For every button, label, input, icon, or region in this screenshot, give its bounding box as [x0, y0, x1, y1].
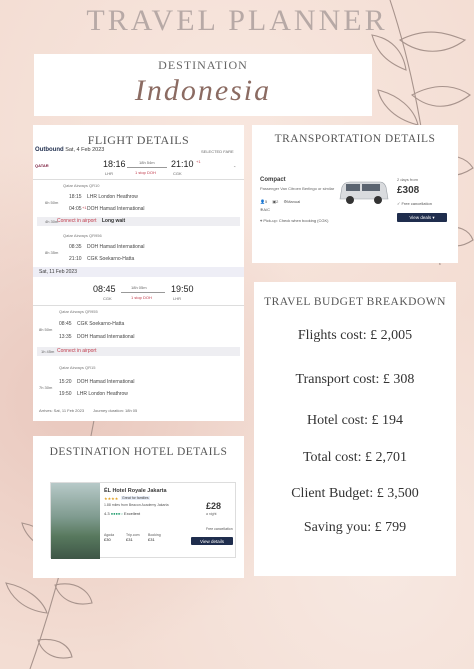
leg2-dep-time: 08:35: [69, 244, 82, 250]
hotel-badge: Great for families: [122, 496, 149, 500]
leg2-airline: Qatar Airways QR956: [63, 233, 102, 238]
flight-details-card: [33, 125, 244, 421]
car-desc: Passenger Van Citroen Berlingo or similar: [260, 186, 335, 191]
hotel-rating: [104, 511, 140, 516]
collapse-chevron-icon[interactable]: ⌃: [233, 165, 237, 170]
total-cost: Total cost: £ 2,701: [302, 450, 407, 465]
leg4-arr-place: LHR London Heathrow: [77, 391, 128, 397]
flight-section-title: FLIGHT DETAILS: [87, 133, 190, 147]
budget-card: [254, 282, 456, 576]
divider: [33, 179, 244, 180]
snowflake-icon: ❄: [260, 207, 264, 212]
location-pin-icon: ⌖: [260, 218, 264, 223]
arrives-text: Arrives: Sat, 11 Feb 2023: [39, 408, 85, 413]
transport-card: [252, 125, 458, 263]
ret-route-line: [121, 292, 165, 293]
view-details-button[interactable]: View details: [191, 537, 233, 545]
hotel-per-night: a night: [206, 512, 217, 516]
ret-from: CGK: [103, 296, 112, 301]
leg4-dur: 7h 30m: [39, 385, 53, 390]
partner1-name: Agoda: [104, 533, 115, 537]
free-cancel-text: Free cancellation: [401, 201, 432, 206]
out-stops: 1 stop DOH: [135, 170, 156, 175]
leg2-dur: 8h 35m: [45, 250, 59, 255]
bag-icon: ▣: [272, 199, 277, 204]
page-title: TRAVEL PLANNER: [86, 4, 388, 37]
leg1-dur: 6h 50m: [45, 200, 59, 205]
partner2-name: Trip.com: [126, 533, 140, 537]
saving-amount: Saving you: £ 799: [303, 520, 407, 535]
hotel-name: ÉL Hotel Royale Jakarta: [104, 488, 167, 494]
out-arr-time: 21:10: [171, 159, 194, 169]
car-price: £308: [397, 185, 420, 196]
conn2-text: Connect in airport: [57, 348, 97, 354]
hotel-section-title: DESTINATION HOTEL DETAILS: [49, 446, 228, 458]
out-from: LHR: [105, 171, 114, 176]
client-budget: Client Budget: £ 3,500: [291, 486, 419, 501]
partner2: [126, 533, 139, 542]
leg1-dep-time: 18:15: [69, 194, 82, 200]
destination-name: Indonesia: [134, 74, 272, 107]
leg3-arr-place: DOH Hamad International: [77, 334, 135, 340]
selected-fare-tag: SELECTED FARE: [201, 149, 234, 154]
qatar-logo-icon: QATAR: [35, 163, 49, 168]
conn1-dur: 4h 30m: [45, 219, 59, 224]
free-cancellation: [397, 201, 432, 206]
view-deals-label: View deals: [409, 215, 432, 220]
hotel-photo: [51, 483, 100, 559]
ac-spec: [260, 207, 270, 212]
hotel-card: [33, 436, 244, 578]
outbound-header: [35, 147, 104, 153]
flights-cost: Flights cost: £ 2,005: [297, 328, 413, 343]
transport-cost: Transport cost: £ 308: [295, 372, 415, 387]
hotel-price: £28: [206, 501, 222, 511]
ret-duration: 18h 05m: [131, 285, 147, 290]
ret-dep-time: 08:45: [93, 284, 116, 294]
leg3-arr-time: 13:35: [59, 334, 72, 340]
out-to: CGK: [173, 171, 182, 176]
partner1-price: £30: [104, 537, 111, 542]
conn2-dur: 1h 45m: [41, 349, 55, 354]
hotel-listing[interactable]: [50, 482, 236, 558]
partner3-name: Booking: [148, 533, 161, 537]
ret-to: LHR: [173, 296, 182, 301]
gear: Manual: [287, 199, 301, 204]
check-icon: ✓: [397, 201, 402, 206]
partner2-price: £31: [126, 537, 133, 542]
pickup-text: Pick-up: Check when booking (CGK): [263, 218, 329, 223]
conn1-wait: Long wait: [101, 218, 126, 224]
out-dep-time: 18:16: [103, 159, 126, 169]
ret-stops: 1 stop DOH: [131, 295, 152, 300]
leg1-arr-sup: +1: [82, 205, 87, 210]
leg3-dep-place: CGK Soekarno-Hatta: [77, 321, 125, 327]
destination-label: DESTINATION: [158, 58, 248, 72]
conn1-text: Connect in airport: [57, 218, 97, 224]
seat-icon: 👤: [260, 199, 265, 204]
seats: 5: [264, 199, 268, 204]
hotel-cost: Hotel cost: £ 194: [306, 413, 404, 428]
ac: A/C: [263, 207, 271, 212]
car-specs: [260, 199, 300, 204]
leg4-dep-place: DOH Hamad International: [77, 379, 135, 385]
outbound-date: Sat, 4 Feb 2023: [65, 147, 105, 153]
connection-1: [37, 217, 240, 226]
out-route-line: [127, 167, 167, 168]
leg3-dur: 8h 50m: [39, 327, 53, 332]
partner3-price: £31: [148, 537, 155, 542]
transport-section-title: TRANSPORTATION DETAILS: [274, 133, 436, 145]
hotel-free-cancel: Free cancellation: [206, 527, 233, 531]
leg4-airline: Qatar Airways QR15: [59, 365, 96, 370]
leg1-arr-time: 04:05: [69, 206, 82, 212]
car-type: Compact: [260, 177, 286, 183]
leg3-dep-time: 08:45: [59, 321, 72, 327]
leg4-arr-time: 19:50: [59, 391, 72, 397]
car-image-icon: [336, 177, 390, 207]
bags: 2: [276, 199, 279, 204]
journey-duration: Journey duration: 18h 05: [93, 408, 138, 413]
rating-dots-icon: ●●●●○: [110, 511, 123, 516]
connection-2: [37, 347, 240, 356]
divider: [33, 305, 244, 306]
reviews: Excellent: [123, 511, 141, 516]
gear-icon: ⚙: [283, 199, 288, 204]
leg2-dep-place: DOH Hamad International: [87, 244, 145, 250]
out-duration: 18h 54m: [139, 160, 155, 165]
budget-title: TRAVEL BUDGET BREAKDOWN: [264, 296, 446, 308]
leg2-arr-place: CGK Soekarno-Hatta: [87, 256, 135, 262]
leg3-airline: Qatar Airways QR955: [59, 309, 98, 314]
outbound-label: Outbound: [35, 147, 64, 153]
out-arr-sup: +1: [196, 159, 201, 164]
chevron-down-icon: ▾: [432, 215, 435, 220]
days-from: 2 days from: [397, 177, 418, 182]
leg1-dep-place: LHR London Heathrow: [87, 194, 138, 200]
destination-box: [34, 54, 372, 116]
hotel-distance: 1.88 miles from Beacon Academy Jakarta: [104, 503, 169, 507]
view-deals-button[interactable]: [397, 213, 447, 222]
ret-arr-time: 19:50: [171, 284, 194, 294]
leg1-arr-place: DOH Hamad International: [87, 206, 145, 212]
hotel-stars: ★★★★: [104, 496, 119, 501]
partner1: [104, 533, 114, 542]
return-date: Sat, 11 Feb 2023: [39, 269, 77, 275]
return-date-bar: [33, 267, 244, 277]
leg1-airline: Qatar Airways QR10: [63, 183, 100, 188]
pickup-info: [260, 218, 329, 223]
rating-value: 4.3: [104, 511, 110, 516]
leg4-dep-time: 15:20: [59, 379, 72, 385]
leg2-arr-time: 21:10: [69, 256, 82, 262]
partner3: [148, 533, 161, 542]
